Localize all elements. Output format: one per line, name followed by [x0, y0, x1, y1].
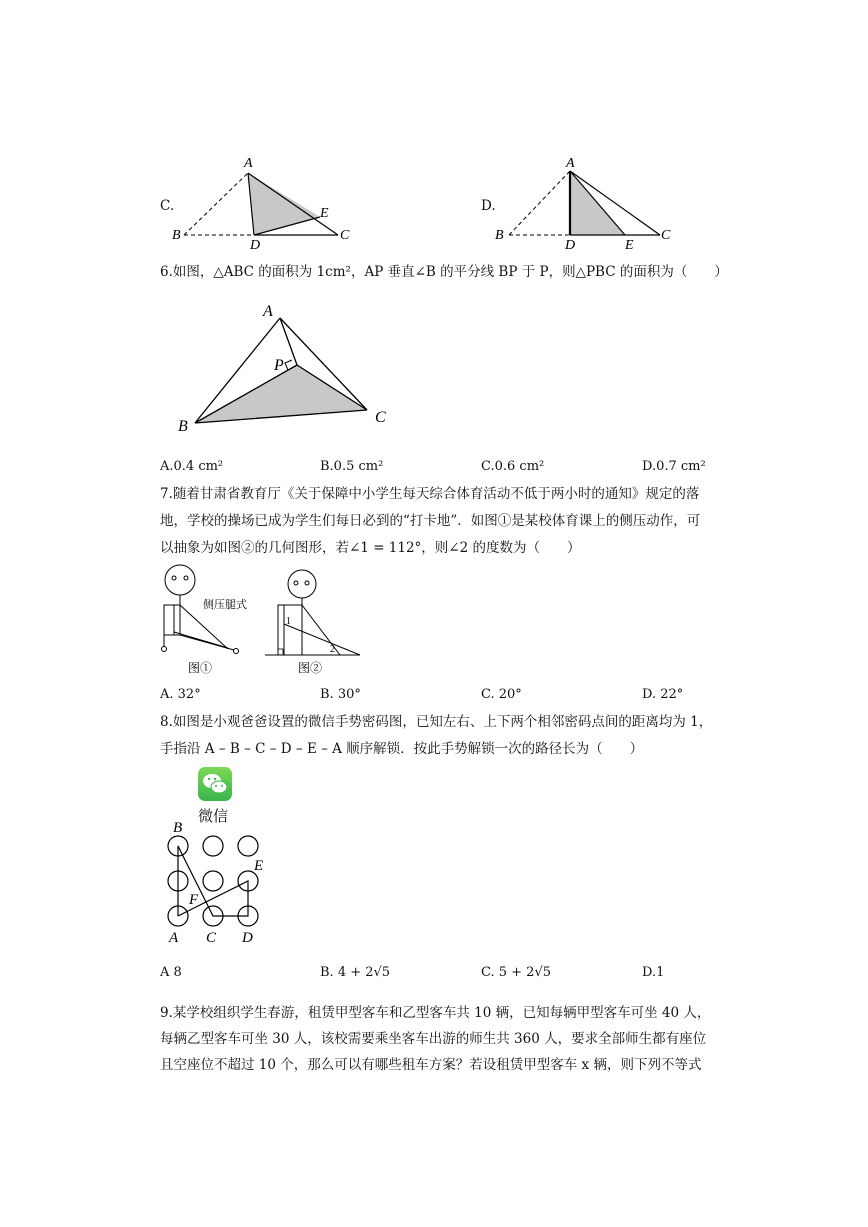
fig-d-point-d: D: [565, 238, 576, 253]
q7-stem-line-3: 以抽象为如图②的几何图形，若∠1 = 112°，则∠2 的度数为（ ）: [160, 540, 581, 556]
q9-stem-line-2: 每辆乙型客车可坐 30 人，该校需要乘坐客车出游的师生共 360 人，要求全部师生都有座位: [160, 1031, 707, 1047]
q6-option-b[interactable]: B.0.5 cm²: [320, 459, 384, 474]
fig-d-point-b: B: [495, 228, 504, 243]
q7-figure-2: [260, 562, 370, 677]
q7-fig2-caption: 图②: [298, 661, 323, 675]
q8-option-c[interactable]: C. 5 + 2√5: [481, 965, 552, 980]
fig-d-point-c: C: [661, 228, 671, 243]
q8-option-b[interactable]: B. 4 + 2√5: [320, 965, 391, 980]
fig-d-point-a: A: [566, 156, 575, 171]
q7-figure-1: [158, 562, 258, 677]
q6-figure: [175, 300, 415, 440]
q9-stem-line-3: 且空座位不超过 10 个，那么可以有哪些租车方案？若设租赁甲型客车 x 辆，则下列不等式: [160, 1057, 702, 1073]
fig-c-point-a: A: [244, 156, 253, 171]
fig-c-point-e: E: [320, 206, 329, 221]
wechat-label: 微信: [198, 807, 229, 825]
option-d-label: D.: [481, 198, 496, 214]
q7-option-c[interactable]: C. 20°: [481, 687, 522, 702]
option-c-label: C.: [160, 198, 175, 214]
q8-option-a[interactable]: A 8: [160, 965, 182, 980]
fig-d-point-e: E: [625, 238, 634, 253]
q5-figure-d: [495, 155, 695, 253]
grid-point-e: E: [254, 858, 264, 874]
q8-gesture-grid: [160, 818, 300, 948]
q7-stem-line-2: 地，学校的操场已成为学生们每日必到的“打卡地”．如图①是某校体育课上的侧压动作，可: [160, 513, 701, 529]
q7-fig2-angle-1: 1: [286, 616, 291, 627]
q5-figure-c: [170, 155, 370, 253]
q6-stem: 6.如图，△ABC 的面积为 1cm²，AP 垂直∠B 的平分线 BP 于 P，则△PBC 的面积为（ ）: [160, 264, 728, 280]
q7-stem-line-1: 7.随着甘肃省教育厅《关于保障中小学生每天综合体育活动不低于两小时的通知》规定的落: [160, 486, 700, 502]
q7-fig1-caption: 图①: [188, 661, 213, 675]
q8-option-d[interactable]: D.1: [642, 965, 665, 980]
q6-point-a: A: [263, 303, 273, 320]
fig-c-point-c: C: [340, 228, 350, 243]
q7-option-a[interactable]: A. 32°: [160, 687, 201, 702]
q6-point-p: P: [274, 357, 284, 374]
wechat-icon: [198, 767, 232, 801]
grid-point-f: F: [189, 892, 199, 908]
q6-point-c: C: [375, 409, 386, 426]
q8-stem-line-1: 8.如图是小观爸爸设置的微信手势密码图，已知左右、上下两个相邻密码点间的距离均为 1，: [160, 714, 713, 730]
fig-c-point-d: D: [250, 238, 261, 253]
q6-option-a[interactable]: A.0.4 cm²: [160, 459, 224, 474]
grid-point-a: A: [169, 930, 179, 946]
q9-stem-line-1: 9.某学校组织学生春游，租赁甲型客车和乙型客车共 10 辆，已知每辆甲型客车可坐 40 人，: [160, 1005, 711, 1021]
q6-point-b: B: [178, 418, 188, 435]
fig-c-point-b: B: [172, 228, 181, 243]
q7-fig1-label: 侧压腿式: [203, 598, 247, 611]
q6-option-d[interactable]: D.0.7 cm²: [642, 459, 706, 474]
q7-option-b[interactable]: B. 30°: [320, 687, 361, 702]
q6-option-c[interactable]: C.0.6 cm²: [481, 459, 545, 474]
grid-point-d: D: [242, 930, 253, 946]
grid-point-b: B: [173, 820, 183, 836]
q7-option-d[interactable]: D. 22°: [642, 687, 684, 702]
q8-stem-line-2: 手指沿 A – B – C – D – E – A 顺序解锁．按此手势解锁一次的路径长为（ ）: [160, 741, 644, 757]
grid-point-c: C: [206, 930, 217, 946]
q7-fig2-angle-2: 2: [330, 644, 335, 655]
